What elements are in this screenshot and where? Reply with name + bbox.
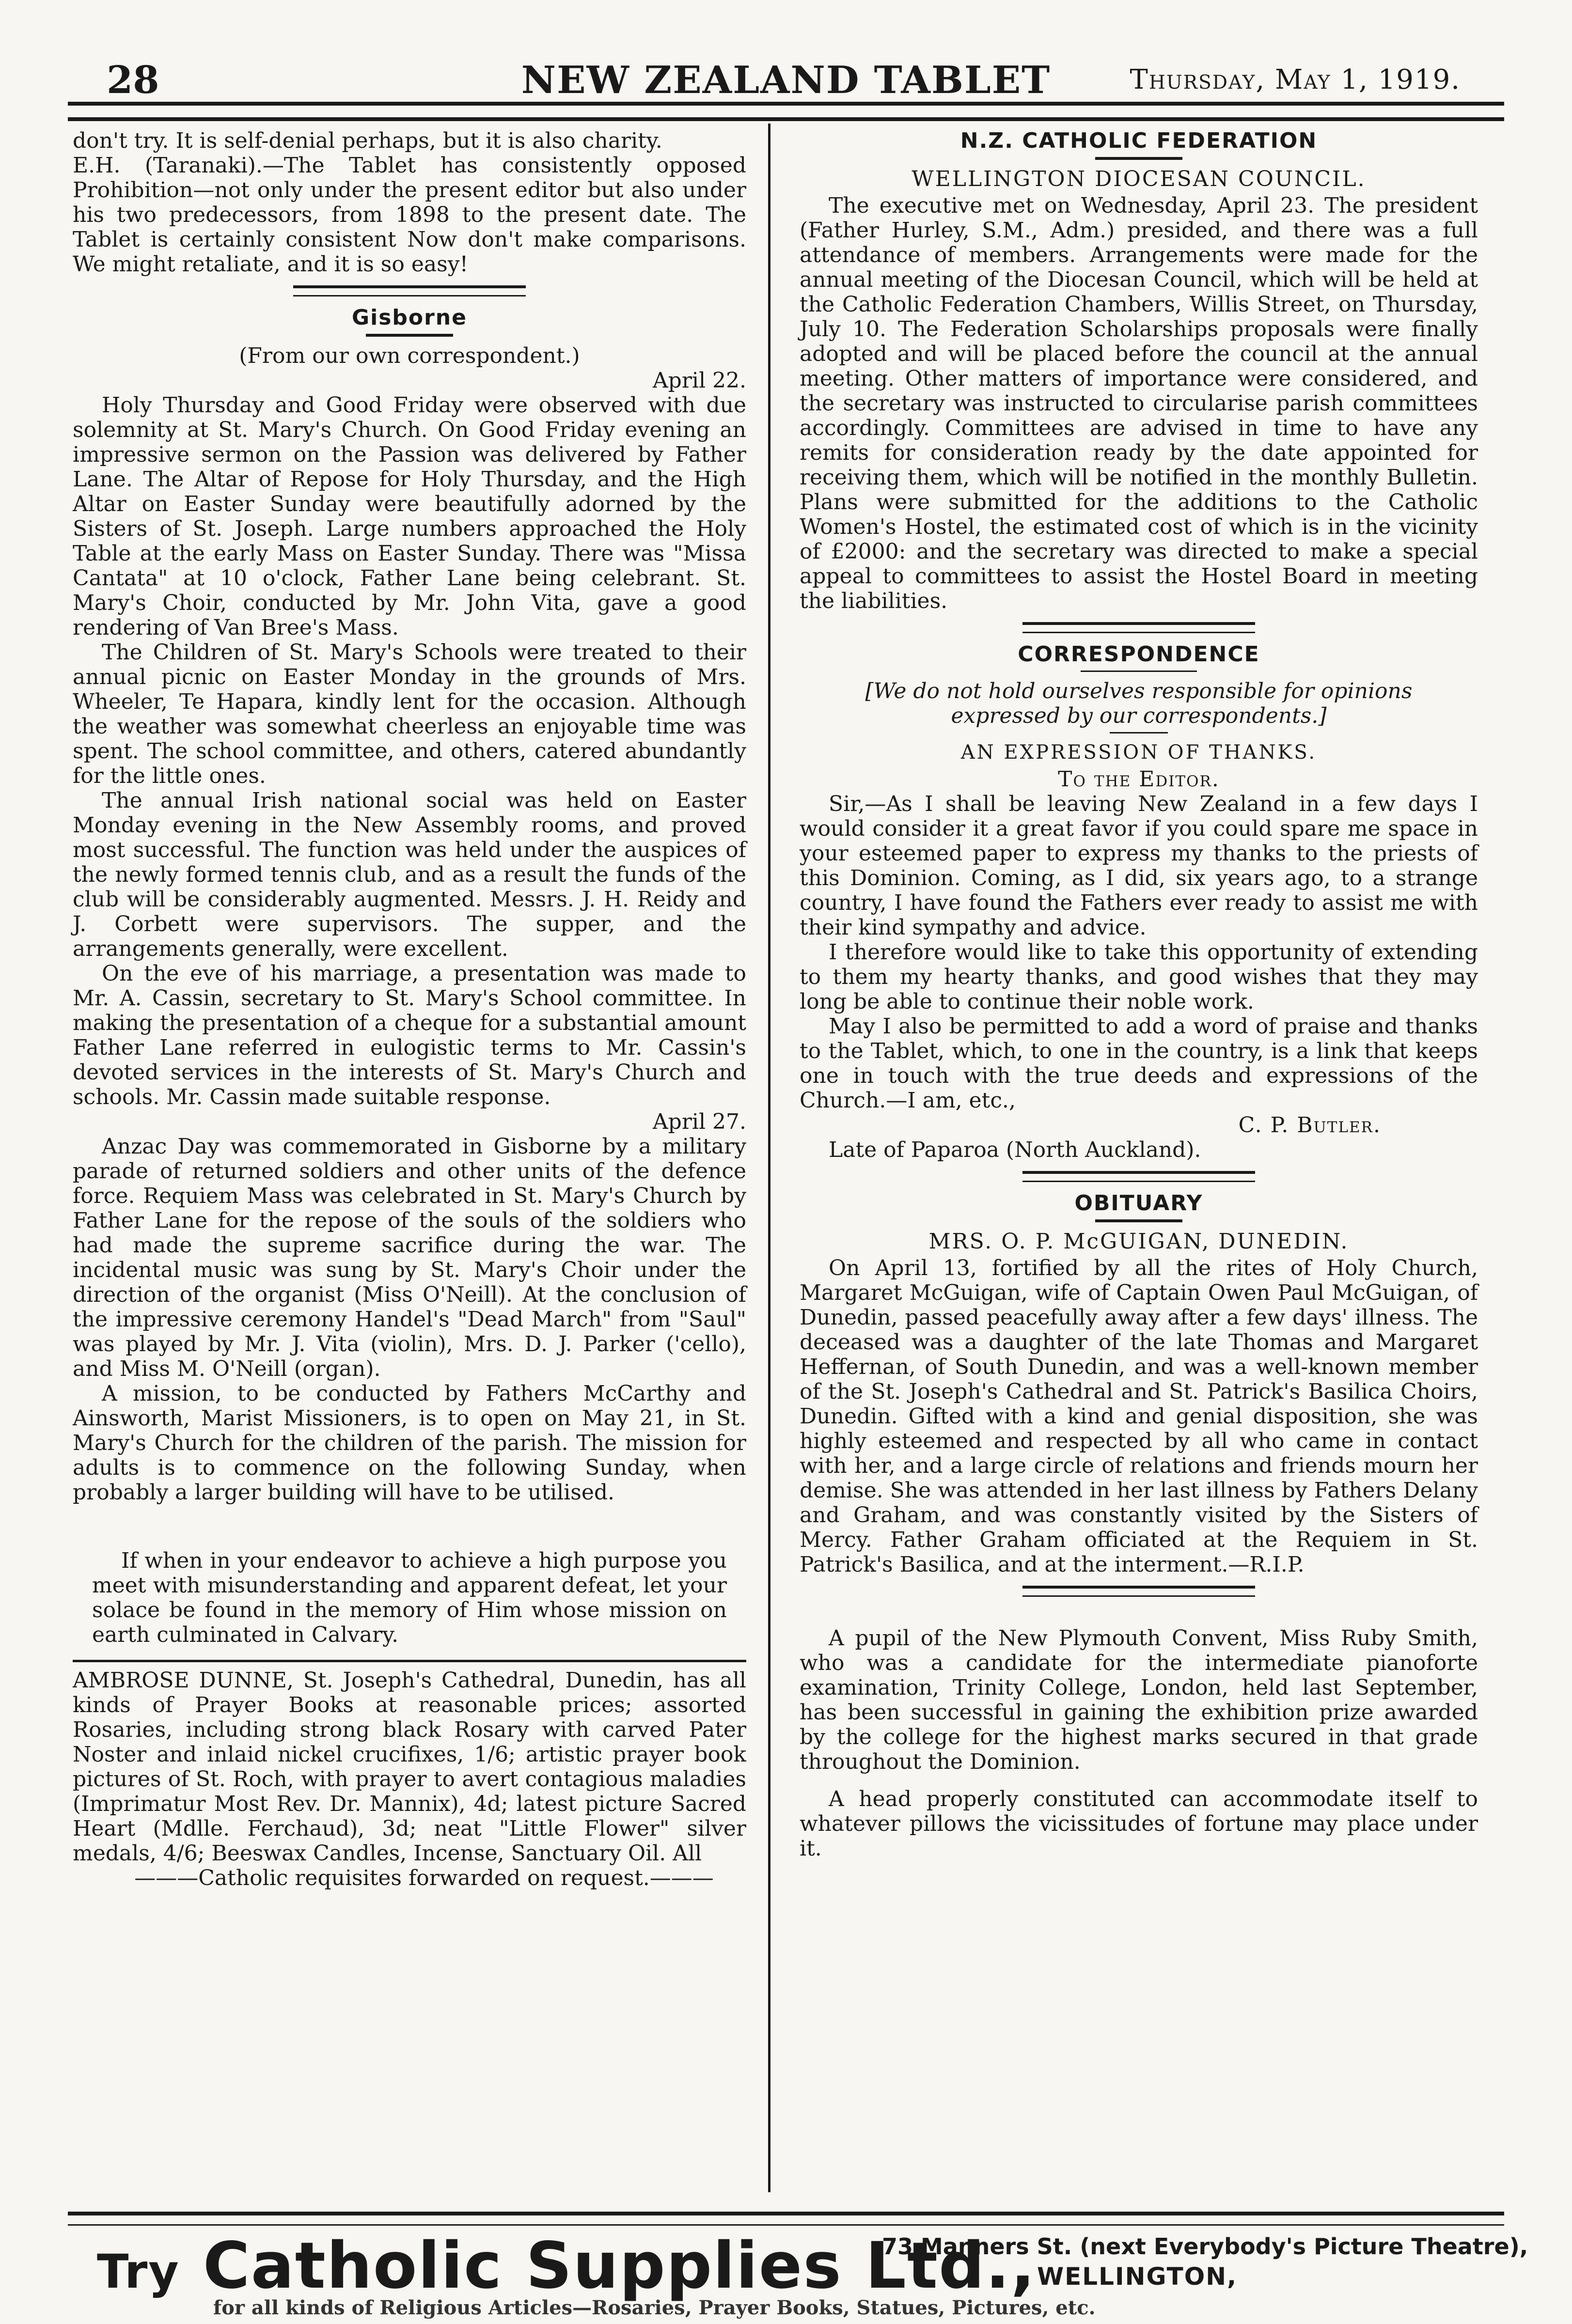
- section-rule: [1022, 622, 1255, 633]
- to-editor: To the Editor.: [1058, 767, 1220, 792]
- advert-text: AMBROSE DUNNE, St. Joseph's Cathedral, Dunedin, has all kinds of Prayer Books at reasonable prices; assorted Rosaries, including strong black Rosary with carved Pater Noster and inlaid nickel crucifixes, 1/6; artistic prayer book pictures of St. Roch, with prayer to avert contagious maladies (Imprimatur Most Rev. Dr. Mannix), 4d; latest picture Sacred Heart (Mdlle. Ferchaud), 3d; neat "Little Flower" silver medals, 4/6; Beeswax Candles, Incense, Sanctuary Oil. All: [73, 1668, 746, 1866]
- signature-place: Late of Paparoa (North Auckland).: [829, 1138, 1201, 1162]
- gisborne-heading: Gisborne: [352, 305, 467, 330]
- obituary-title: MRS. O. P. McGUIGAN, DUNEDIN.: [928, 1229, 1349, 1254]
- catholic-supplies-advert: [68, 2224, 1528, 2319]
- federation-heading: N.Z. CATHOLIC FEDERATION: [960, 128, 1318, 153]
- correspondent-line: (From our own correspondent.): [239, 343, 580, 368]
- disclaimer: [We do not hold ourselves responsible for opinions expressed by our correspondents.]: [865, 679, 1413, 728]
- section-rule: [1022, 1586, 1255, 1597]
- section-rule: [293, 285, 526, 296]
- ambrose-dunne-advert: [73, 1660, 746, 1890]
- reply-paragraph: E.H. (Taranaki).—The Tablet has consistently opposed Prohibition—not only under the present editor but also under his two predecessors, from 1898 to the present date. The Tablet is certainly consistent Now don't make comparisons. We might retaliate, and it is so easy!: [73, 153, 746, 277]
- paragraph: On April 13, fortified by all the rites of Holy Church, Margaret McGuigan, wife of Captain Owen Paul McGuigan, of Dunedin, passed peacefully away after a few days' illness. The deceased was a daughter of the late Thomas and Margaret Heffernan, of South Dunedin, and was a well-known member of the St. Joseph's Cathedral and St. Patrick's Basilica Choirs, Dunedin. Gifted with a kind and genial disposition, she was highly esteemed and respected by all who came in contact with her, and a large circle of relations and friends mourn her demise. She was attended in her last illness by Fathers Delany and Graham, and was constantly visited by the Sisters of Mercy. Father Graham officiated at the Requiem in St. Patrick's Basilica, and at the interment.—R.I.P.: [800, 1256, 1478, 1577]
- section-rule: [1022, 1171, 1255, 1182]
- advert-end-line: ———Catholic requisites forwarded on request.———: [134, 1866, 714, 1890]
- filler-paragraph: If when in your endeavor to achieve a high purpose you meet with misunderstanding and apparent defeat, let your solace be found in the memory of Him whose mission on earth culminated in Calvary.: [92, 1548, 727, 1647]
- signature: C. P. Butler.: [1238, 1113, 1381, 1138]
- paragraph: The annual Irish national social was held on Easter Monday evening in the New Assembly rooms, and proved most successful. The function was held under the auspices of the newly formed tennis club, and as a result the funds of the club will be considerably augmented. Messrs. J. H. Reidy and J. Corbett were supervisors. The supper, and the arrangements generally, were excellent.: [73, 788, 746, 961]
- letter-title: AN EXPRESSION OF THANKS.: [960, 741, 1317, 764]
- paragraph: The Children of St. Mary's Schools were treated to their annual picnic on Easter Monday in the grounds of Mrs. Wheeler, Te Hapara, kindly lent for the occasion. Although the weather was somewhat cheerless an enjoyable time was spent. The school committee, and others, catered abundantly for the little ones.: [73, 640, 746, 788]
- issue-date: Thursday, May 1, 1919.: [1130, 64, 1461, 95]
- dateline: April 22.: [652, 368, 746, 393]
- paragraph: Anzac Day was commemorated in Gisborne by a military parade of returned soldiers and other units of the defence force. Requiem Mass was celebrated in St. Mary's Church by Father Lane for the repose of the souls of the soldiers who had made the supreme sacrifice during the war. The incidental music was sung by St. Mary's Choir under the direction of the organist (Miss O'Neill). At the conclusion of the impressive ceremony Handel's "Dead March" from "Saul" was played by Mr. J. Vita (violin), Mrs. D. J. Parker ('cello), and Miss M. O'Neill (organ).: [73, 1134, 746, 1381]
- column-divider: [768, 124, 770, 2192]
- paragraph: May I also be permitted to add a word of praise and thanks to the Tablet, which, to one in the country, is a link that keeps one in touch with the true deeds and expressions of the Church.—I am, etc.,: [800, 1014, 1478, 1113]
- advert-try: Try: [97, 2245, 180, 2299]
- newspaper-title: NEW ZEALAND TABLET: [521, 58, 1051, 102]
- paragraph: I therefore would like to take this opportunity of extending to them my hearty thanks, and good wishes that they may long be able to continue their noble work.: [800, 940, 1478, 1014]
- council-subhead: WELLINGTON DIOCESAN COUNCIL.: [912, 167, 1366, 191]
- advert-tagline: for all kinds of Religious Articles—Rosaries, Prayer Books, Statues, Pictures, etc.: [213, 2296, 1096, 2319]
- masthead-rule: [68, 102, 1504, 121]
- intro-paragraph: don't try. It is self-denial perhaps, but it is also charity.: [73, 128, 662, 153]
- advert-address: 73 Manners St. (next Everybody's Picture Theatre),: [882, 2233, 1528, 2260]
- paragraph: Sir,—As I shall be leaving New Zealand in a few days I would consider it a great favor if you could spare me space in your esteemed paper to express my thanks to the priests of this Dominion. Coming, as I did, six years ago, to a strange country, I have found the Fathers ever ready to assist me with their kind sympathy and advice.: [800, 792, 1478, 940]
- correspondence-heading: CORRESPONDENCE: [1018, 642, 1260, 667]
- obituary-heading: OBITUARY: [1074, 1191, 1203, 1216]
- paragraph: Holy Thursday and Good Friday were observed with due solemnity at St. Mary's Church. On Good Friday evening an impressive sermon on the Passion was delivered by Father Lane. The Altar of Repose for Holy Thursday, and the High Altar on Easter Sunday were beautifully adorned by the Sisters of St. Joseph. Large numbers approached the Holy Table at the early Mass on Easter Sunday. There was "Missa Cantata" at 10 o'clock, Father Lane being celebrant. St. Mary's Choir, conducted by Mr. John Vita, gave a good rendering of Van Bree's Mass.: [73, 393, 746, 640]
- paragraph: A head properly constituted can accommodate itself to whatever pillows the vicissitudes of fortune may place under it.: [800, 1787, 1478, 1861]
- right-column: [800, 128, 1478, 1861]
- paragraph: A pupil of the New Plymouth Convent, Miss Ruby Smith, who was a candidate for the intermediate pianoforte examination, Trinity College, London, held last September, has been successful in gaining the exhibition prize awarded by the college for the highest marks secured in that grade throughout the Dominion.: [800, 1626, 1478, 1774]
- paragraph: The executive met on Wednesday, April 23. The president (Father Hurley, S.M., Adm.) presided, and there was a full attendance of members. Arrangements were made for the annual meeting of the Diocesan Council, which will be held at the Catholic Federation Chambers, Willis Street, on Thursday, July 10. The Federation Scholarships proposals were finally adopted and will be placed before the council at the annual meeting. Other matters of importance were considered, and the secretary was instructed to circularise parish committees accordingly. Committees are advised in time to have any remits for consideration ready by the date appointed for receiving them, which will be notified in the monthly Bulletin. Plans were submitted for the additions to the Catholic Women's Hostel, the estimated cost of which is in the vicinity of £2000: and the secretary was directed to make a special appeal to committees to assist the Hostel Board in meeting the liabilities.: [800, 193, 1478, 613]
- heading-underline: [366, 334, 453, 337]
- divider: [1110, 732, 1168, 733]
- page-number: 28: [107, 58, 159, 102]
- left-column: [73, 128, 746, 1890]
- heading-underline: [1081, 671, 1197, 672]
- advert-city: WELLINGTON,: [1037, 2262, 1238, 2291]
- paragraph: On the eve of his marriage, a presentation was made to Mr. A. Cassin, secretary to St. Mary's School committee. In making the presentation of a cheque for a substantial amount Father Lane referred in eulogistic terms to Mr. Cassin's devoted services in the interests of St. Mary's Church and schools. Mr. Cassin made suitable response.: [73, 961, 746, 1109]
- heading-underline: [1095, 157, 1182, 160]
- heading-underline: [1095, 1219, 1182, 1222]
- advert-company: Catholic Supplies Ltd.,: [203, 2229, 1036, 2303]
- dateline: April 27.: [652, 1109, 746, 1134]
- paragraph: A mission, to be conducted by Fathers McCarthy and Ainsworth, Marist Missioners, is to open on May 21, in St. Mary's Church for the children of the parish. The mission for adults is to commence on the following Sunday, when probably a larger building will have to be utilised.: [73, 1381, 746, 1505]
